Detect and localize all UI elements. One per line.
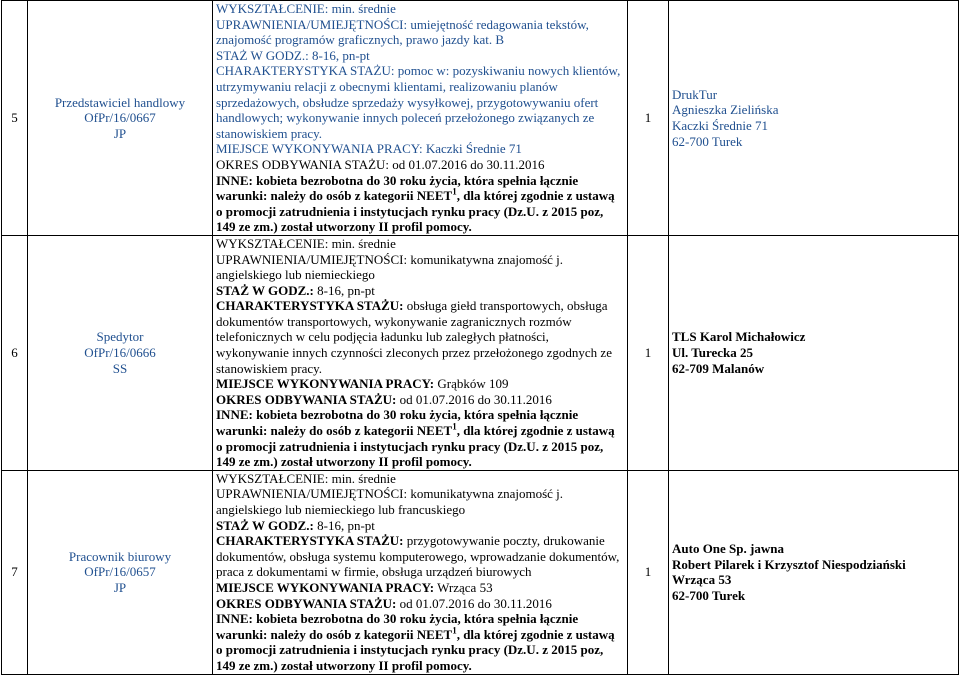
employer-postal: 62-700 Turek [672, 133, 743, 149]
period-label: OKRES ODBYWANIA STAŻU: [216, 595, 397, 611]
education-value: min. średnie [331, 1, 396, 16]
qualifications-label: UPRAWNIENIA/UMIEJĘTNOŚCI: [216, 486, 408, 502]
footnote-marker: 1 [452, 421, 457, 432]
table-row [2, 470, 959, 674]
employer-owner: Agnieszka Zielińska [672, 102, 779, 118]
employer-street: Kaczki Średnie 71 [672, 117, 769, 133]
position-cell [28, 235, 213, 470]
period-value: od 01.07.2016 do 30.11.2016 [392, 156, 545, 172]
workplace-value: Wrząca 53 [437, 579, 493, 595]
footnote-marker: 1 [452, 186, 457, 197]
offer-code: OfPr/16/0657 [84, 564, 156, 580]
vacancy-count: 1 [628, 470, 669, 674]
employer-street: Wrząca 53 [672, 572, 732, 588]
footnote-marker: 1 [452, 625, 457, 636]
period-value: od 01.07.2016 do 30.11.2016 [399, 595, 552, 611]
period-label: OKRES ODBYWANIA STAŻU: [216, 391, 397, 407]
hours-value: 8-16, pn-pt [311, 47, 370, 63]
characteristics-label: CHARAKTERYSTYKA STAŻU: [216, 298, 404, 314]
table-row [2, 235, 959, 470]
employer-name: Auto One Sp. jawna [672, 540, 784, 556]
row-number: 6 [2, 235, 28, 470]
employer-street: Ul. Turecka 25 [672, 345, 754, 361]
hours-label: STAŻ W GODZ.: [216, 47, 309, 63]
employer-cell [669, 1, 959, 236]
education-value: min. średnie [331, 470, 396, 486]
employer-postal: 62-709 Malanów [672, 360, 765, 376]
characteristics-value: przygotowywanie poczty, drukowanie dokumentów, obsługa systemu komputerowego, wprowadzanie dokumentów, praca z dokumentami w firmie, obsługa urządzeń biurowych [216, 533, 620, 580]
hours-label: STAŻ W GODZ.: [216, 517, 314, 533]
education-value: min. średnie [331, 235, 396, 251]
workplace-label: MIEJSCE WYKONYWANIA PRACY: [216, 141, 423, 157]
workplace-label: MIEJSCE WYKONYWANIA PRACY: [216, 579, 435, 595]
position-title: Pracownik biurowy [68, 548, 172, 564]
offer-initials: SS [112, 360, 128, 376]
position-title: Spedytor [96, 329, 144, 345]
qualifications-value: umiejętność redagowania tekstów, znajomość programów graficznych, prawo jazdy kat. B [216, 16, 589, 48]
vacancy-count: 1 [628, 1, 669, 236]
employer-postal: 62-700 Turek [672, 587, 746, 603]
table-row [2, 1, 959, 236]
hours-value: 8-16, pn-pt [317, 282, 375, 298]
offer-initials: JP [113, 125, 127, 141]
position-cell [28, 470, 213, 674]
qualifications-value: komunikatywna znajomość j. angielskiego lub niemieckiego [216, 251, 564, 283]
education-label: WYKSZTAŁCENIE: [216, 1, 329, 16]
hours-label: STAŻ W GODZ.: [216, 282, 314, 298]
characteristics-label: CHARAKTERYSTYKA STAŻU: [216, 533, 404, 549]
description-cell [213, 470, 628, 674]
position-title: Przedstawiciel handlowy [54, 94, 186, 110]
position-cell [28, 1, 213, 236]
description-cell [213, 235, 628, 470]
period-value: od 01.07.2016 do 30.11.2016 [399, 391, 552, 407]
other-requirements-tail: , dla której zgodnie z ustawą o promocji zatrudnienia i instytucjach rynku pracy (Dz.U. z 2015 poz, 149 ze zm.) został utworzony II profil pomocy. [216, 188, 615, 235]
vacancy-count: 1 [628, 235, 669, 470]
workplace-label: MIEJSCE WYKONYWANIA PRACY: [216, 376, 435, 392]
qualifications-label: UPRAWNIENIA/UMIEJĘTNOŚCI: [216, 251, 408, 267]
period-label: OKRES ODBYWANIA STAŻU: [216, 156, 390, 172]
row-number: 5 [2, 1, 28, 236]
row-number: 7 [2, 470, 28, 674]
education-label: WYKSZTAŁCENIE: [216, 235, 329, 251]
qualifications-label: UPRAWNIENIA/UMIEJĘTNOŚCI: [216, 16, 408, 32]
hours-value: 8-16, pn-pt [317, 517, 375, 533]
description-cell [213, 1, 628, 236]
other-requirements-tail: , dla której zgodnie z ustawą o promocji zatrudnienia i instytucjach rynku pracy (Dz.U. z 2015 poz, 149 ze zm.) został utworzony II profil pomocy. [216, 423, 615, 470]
characteristics-value: obsługa giełd transportowych, obsługa dokumentów transportowych, wykonywanie zagranicznych rozmów telefonicznych w celu podjęcia ładunku lub zaległych płatności, wykonywanie innych czynności zleconych przez przełożonego zgodnych ze stanowiskiem pracy. [216, 298, 612, 376]
workplace-value: Kaczki Średnie 71 [425, 141, 522, 157]
offers-table [1, 0, 959, 675]
characteristics-value: pomoc w: pozyskiwaniu nowych klientów, utrzymywaniu relacji z obecnymi klientami, realizowaniu planów sprzedażowych, obsłudze sprzedaży wysyłkowej, przygotowywaniu ofert handlowych; wykonywanie innych poleceń przełożonego związanych ze stanowiskiem pracy. [216, 63, 621, 141]
qualifications-value: komunikatywna znajomość j. angielskiego lub niemieckiego lub francuskiego [216, 486, 564, 517]
other-requirements: INNE: kobieta bezrobotna do 30 roku życia, która spełnia łącznie warunki: należy do osób z kategorii NEET [216, 172, 579, 204]
education-label: WYKSZTAŁCENIE: [216, 470, 329, 486]
employer-cell [669, 235, 959, 470]
employer-owner: Robert Pilarek i Krzysztof Niespodziański [672, 556, 906, 572]
offer-initials: JP [113, 579, 127, 595]
employer-cell [669, 470, 959, 674]
employer-name: DrukTur [672, 86, 718, 102]
other-requirements: INNE: kobieta bezrobotna do 30 roku życia, która spełnia łącznie warunki: należy do osób z kategorii NEET [216, 407, 579, 439]
offer-code: OfPr/16/0666 [84, 345, 156, 361]
offer-code: OfPr/16/0667 [84, 110, 156, 126]
other-requirements-tail: , dla której zgodnie z ustawą o promocji zatrudnienia i instytucjach rynku pracy (Dz.U. z 2015 poz, 149 ze zm.) został utworzony II profil pomocy. [216, 626, 615, 673]
workplace-value: Grąbków 109 [437, 376, 509, 392]
other-requirements: INNE: kobieta bezrobotna do 30 roku życia, która spełnia łącznie warunki: należy do osób z kategorii NEET [216, 611, 579, 642]
characteristics-label: CHARAKTERYSTYKA STAŻU: [216, 63, 395, 79]
employer-name: TLS Karol Michałowicz [672, 329, 806, 345]
